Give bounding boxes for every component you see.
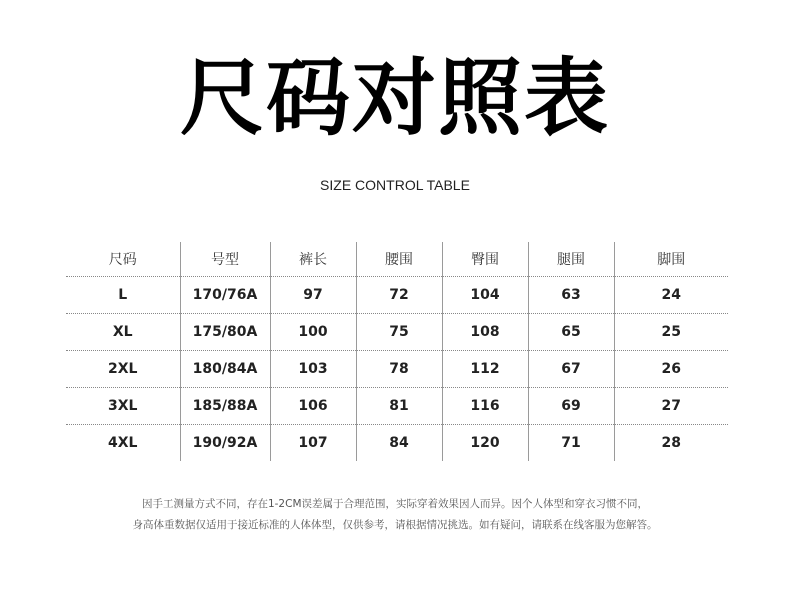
cell-hip: 116 — [442, 388, 528, 425]
column-header-hem: 脚围 — [614, 242, 728, 277]
table-header-row — [66, 242, 728, 277]
cell-pants-length: 103 — [270, 351, 356, 388]
table-body — [66, 277, 728, 462]
cell-fit: 170/76A — [180, 277, 270, 314]
cell-waist: 84 — [356, 425, 442, 462]
cell-hem: 27 — [614, 388, 728, 425]
size-chart-table — [66, 242, 728, 461]
cell-thigh: 69 — [528, 388, 614, 425]
cell-size: 3XL — [66, 388, 180, 425]
note-line: 身高体重数据仅适用于接近标准的人体体型，仅供参考，请根据情况挑选。如有疑问，请联系在线客服为您解答。 — [132, 519, 658, 531]
cell-waist: 72 — [356, 277, 442, 314]
cell-fit: 175/80A — [180, 314, 270, 351]
cell-size: L — [66, 277, 180, 314]
cell-hem: 28 — [661, 435, 681, 451]
cell-size: 2XL — [66, 351, 180, 388]
cell-pants-length: 106 — [270, 388, 356, 425]
table-row — [66, 277, 728, 314]
cell-hem: 25 — [614, 314, 728, 351]
cell-thigh: 67 — [528, 351, 614, 388]
column-header-hip: 臀围 — [442, 242, 528, 277]
column-header-size: 尺码 — [66, 242, 180, 277]
table-row — [66, 351, 728, 388]
cell-hem: 26 — [614, 351, 728, 388]
cell-size: 4XL — [66, 425, 180, 462]
cell-thigh: 63 — [528, 277, 614, 314]
note-line: 因手工测量方式不同，存在1-2CM误差属于合理范围，实际穿着效果因人而异。因个人体型和穿衣习惯不同， — [141, 498, 649, 510]
cell-hip: 112 — [442, 351, 528, 388]
cell-pants-length: 100 — [270, 314, 356, 351]
cell-size: XL — [66, 314, 180, 351]
cell-fit: 185/88A — [180, 388, 270, 425]
cell-pants-length: 107 — [270, 425, 356, 462]
table-row — [66, 314, 728, 351]
cell-thigh: 71 — [528, 425, 614, 462]
cell-hip: 108 — [442, 314, 528, 351]
cell-pants-length: 97 — [270, 277, 356, 314]
cell-waist: 78 — [356, 351, 442, 388]
cell-thigh: 65 — [528, 314, 614, 351]
cell-fit: 190/92A — [180, 425, 270, 462]
cell-hip: 120 — [442, 425, 528, 462]
column-header-fit: 号型 — [180, 242, 270, 277]
column-header-pants-length: 裤长 — [270, 242, 356, 277]
cell-hip: 104 — [442, 277, 528, 314]
page-subtitle: SIZE CONTROL TABLE — [320, 177, 470, 193]
column-header-waist: 腰围 — [356, 242, 442, 277]
table-header — [66, 242, 728, 277]
cell-fit: 180/84A — [180, 351, 270, 388]
column-header-thigh: 腿围 — [528, 242, 614, 277]
table-row — [66, 425, 728, 462]
cell-waist: 75 — [356, 314, 442, 351]
cell-waist: 81 — [356, 388, 442, 425]
measurement-notes — [0, 494, 790, 536]
table-row — [66, 388, 728, 425]
page-title: 尺码对照表 — [179, 49, 610, 147]
cell-hem: 24 — [614, 277, 728, 314]
